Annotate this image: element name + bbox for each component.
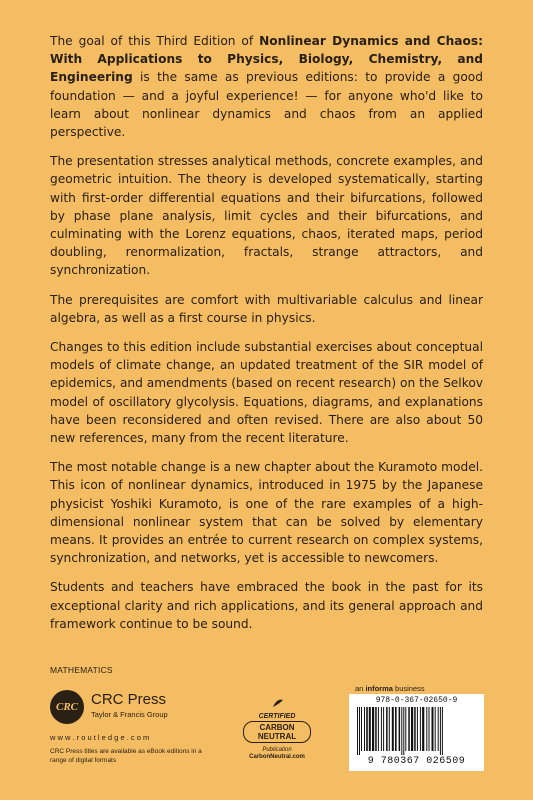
- paragraph-goal: [50, 32, 483, 141]
- book-title: Nonlinear Dynamics and Chaos: With Applications to Physics, Biology, Chemistry, and Engineering: [50, 34, 483, 85]
- ean-digits: 9 780367 026509: [367, 756, 466, 767]
- barcode-bar: [401, 707, 402, 755]
- barcode-bar: [414, 707, 416, 751]
- barcode-bar: [386, 707, 388, 751]
- publisher-name: CRC Press: [91, 691, 167, 708]
- informa-suffix: business: [392, 684, 425, 693]
- paragraph-presentation: The presentation stresses analytical methods, concrete examples, and geometric intuition. The theory is developed systematically, starting with first-order differential equations and their bifurcations, followed by phase plane analysis, limit cycles and their bifurcations, and culminating with the Lorenz equations, chaos, iterated maps, period doubling, renormalization, fractals, strange attractors, and synchronization.: [50, 154, 483, 278]
- barcode-bar: [432, 707, 434, 751]
- paragraph-students: Students and teachers have embraced the book in the past for its exceptional clarity and rich applications, and its general approach and framework continue to be sound.: [50, 580, 483, 631]
- barcode-bar: [411, 707, 413, 751]
- isbn-barcode: [349, 694, 484, 771]
- informa-business: [355, 684, 425, 693]
- barcode-bar: [440, 707, 441, 755]
- barcode-bar: [383, 707, 384, 751]
- barcode-bar: [435, 707, 436, 751]
- publisher-url: w w w . r o u t l e d g e . c o m: [50, 733, 150, 742]
- barcode-bar: [408, 707, 410, 751]
- barcode-bar: [417, 707, 418, 751]
- barcode-bar: [395, 707, 397, 751]
- informa-brand: informa: [365, 684, 393, 693]
- barcode-bar: [426, 707, 427, 751]
- paragraph-goal-rest: is the same as previous editions: to provide a good foundation — and a joyful experience! — for anyone who'd like to learn about nonlinear dynamics and chaos from an applied perspective.: [50, 70, 483, 140]
- carbon-site: CarbonNeutral.com: [249, 754, 305, 760]
- barcode-bar: [364, 707, 365, 751]
- leaf-icon: [243, 698, 311, 708]
- barcode-bar: [389, 707, 390, 751]
- barcode-bar: [420, 707, 421, 751]
- barcode-bar: [429, 707, 430, 751]
- barcode-bars: [357, 707, 476, 755]
- barcode-bar: [438, 707, 439, 751]
- barcode-bar: [369, 707, 371, 751]
- barcode-bar: [422, 707, 424, 751]
- carbon-publication: Publication: [262, 747, 292, 753]
- barcode-bar: [403, 707, 404, 755]
- back-cover-text: [50, 32, 483, 644]
- barcode-bar: [361, 707, 362, 751]
- barcode-bar: [405, 707, 406, 751]
- barcode-bar: [378, 707, 379, 751]
- barcode-bar: [372, 707, 374, 751]
- carbon-certified: CERTIFIED: [258, 713, 296, 720]
- barcode-bar: [359, 707, 360, 755]
- subject-category: MATHEMATICS: [50, 665, 113, 675]
- barcode-bar: [375, 707, 377, 751]
- barcode-bar: [442, 707, 443, 755]
- barcode-bar: [381, 707, 382, 751]
- barcode-bar: [366, 707, 368, 751]
- crc-logo-icon: CRC: [50, 690, 84, 724]
- barcode-bar: [399, 707, 401, 751]
- informa-prefix: an: [355, 684, 366, 693]
- paragraph-changes: Changes to this edition include substantial exercises about conceptual models of climate change, an updated treatment of the SIR model of epidemics, and amendments (based on recent research) on the Selkov model of oscillatory glycolysis. Equations, diagrams, and explanations have been reconsidered and often revised. There are also about 50 new references, many from the recent literature.: [50, 340, 483, 446]
- carbon-neutral-logo: [243, 695, 311, 773]
- barcode-bar: [357, 707, 358, 755]
- publisher-group: Taylor & Francis Group: [91, 710, 168, 719]
- barcode-bar: [392, 707, 394, 751]
- paragraph-kuramoto: The most notable change is a new chapter about the Kuramoto model. This icon of nonlinear dynamics, introduced in 1975 by the Japanese physicist Yoshiki Kuramoto, is one of the rare examples of a high-dimensional nonlinear system that can be solved by elementary means. It provides an entrée to current research on complex systems, synchronization, and networks, yet is accessible to newcomers.: [50, 460, 483, 566]
- crc-press-logo: [50, 690, 210, 730]
- carbon-neutral-badge: CARBON NEUTRAL: [243, 721, 311, 743]
- paragraph-goal-intro: The goal of this Third Edition of: [50, 34, 260, 48]
- ebook-note: CRC Press titles are available as eBook editions in a range of digital formats: [50, 748, 202, 764]
- paragraph-prerequisites: The prerequisites are comfort with multivariable calculus and linear algebra, as well as a first course in physics.: [50, 292, 483, 325]
- isbn-text: 978-0-367-02650-9: [375, 696, 458, 705]
